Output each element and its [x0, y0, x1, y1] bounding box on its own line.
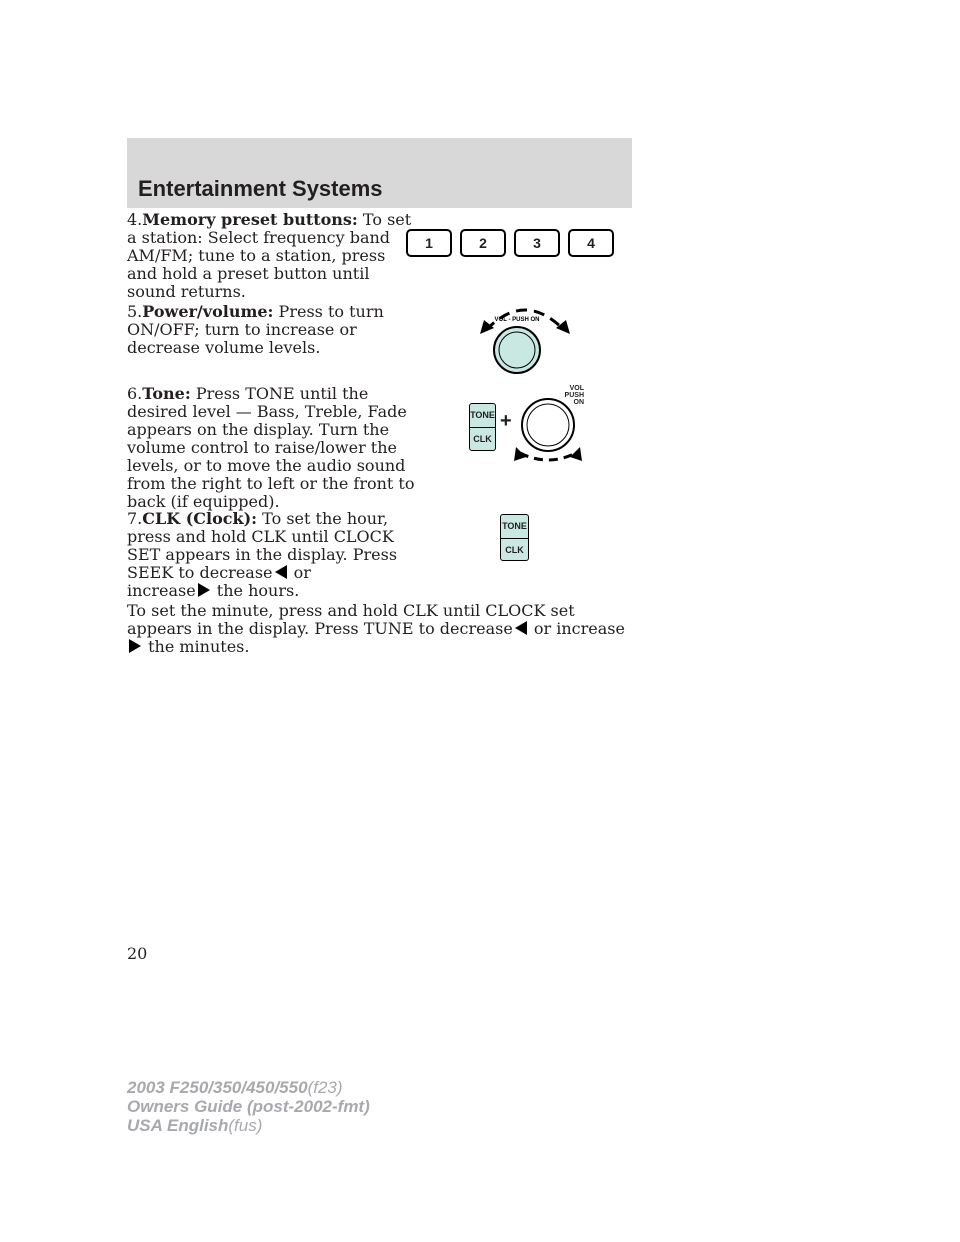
item-heading: Memory preset buttons: — [142, 210, 358, 229]
footer-line-3: USA English(fus) — [127, 1116, 263, 1135]
seek-decrease-icon — [275, 565, 287, 579]
clk-label: CLK — [473, 434, 492, 444]
volume-knob-illustration — [470, 292, 580, 382]
clk-button[interactable] — [500, 514, 529, 561]
item-text: To set a station: Select frequency band AM/FM; tune to a station, press and hold a preset button until sound returns. — [127, 210, 412, 301]
preset-button-1[interactable]: 1 — [406, 229, 452, 257]
arrow-right-icon — [570, 447, 582, 461]
item-text: Press TONE until the desired level — Bass, Treble, Fade appears on the display. Turn the volume control to raise/lower the levels, or to move the audio sound from the right to left or the front to back (if equipped). — [127, 384, 415, 511]
item-heading: CLK (Clock): — [142, 509, 258, 528]
tune-decrease-icon — [515, 621, 527, 635]
volume-knob — [522, 399, 574, 451]
tune-increase-icon — [129, 639, 141, 653]
rotate-arc-icon — [520, 453, 576, 460]
tone-clk-button[interactable] — [469, 403, 496, 451]
item-number: 5. — [127, 302, 143, 321]
preset-button-4[interactable]: 4 — [568, 229, 614, 257]
page-number: 20 — [127, 944, 148, 963]
item-text: To set the hour, press and hold CLK until CLOCK SET appears in the display. Press SEEK to decrease — [127, 509, 398, 582]
power-volume-paragraph — [127, 303, 417, 357]
memory-preset-paragraph — [127, 211, 417, 301]
item-heading: Tone: — [142, 384, 191, 403]
footer-line-2: Owners Guide (post-2002-fmt) — [127, 1097, 370, 1116]
arrow-left-icon — [480, 320, 494, 334]
section-header — [127, 138, 632, 208]
item-heading: Power/volume: — [142, 302, 274, 321]
volume-knob — [494, 327, 540, 373]
preset-button-2[interactable]: 2 — [460, 229, 506, 257]
plus-sign: + — [500, 410, 512, 432]
item-number: 6. — [127, 384, 143, 403]
tone-label: TONE — [501, 515, 528, 539]
item-number: 4. — [127, 210, 143, 229]
tone-paragraph — [127, 385, 417, 511]
seek-increase-icon — [198, 583, 210, 597]
vol-push-on-label: VOL - PUSH ON — [494, 317, 540, 323]
clk-label: CLK — [505, 545, 524, 555]
tone-label: TONE — [470, 404, 495, 428]
preset-button-3[interactable]: 3 — [514, 229, 560, 257]
item-number: 7. — [127, 509, 143, 528]
footer-line-1: 2003 F250/350/450/550(f23) — [127, 1078, 343, 1097]
footer — [127, 1078, 370, 1135]
item-text: Press to turn ON/OFF; turn to increase or decrease volume levels. — [127, 302, 384, 357]
arrow-right-icon — [556, 320, 570, 334]
minute-paragraph: To set the minute, press and hold CLK until CLOCK set appears in the display. Press TUNE to decrease or increase the minutes. — [127, 601, 625, 656]
vol-push-on-label: VOL PUSH ON — [564, 385, 584, 406]
clock-paragraph: 7.CLK (Clock): To set the hour, press and hold CLK until CLOCK SET appears in the display. Press SEEK to decrease or increase the hours. — [127, 509, 398, 600]
section-title: Entertainment Systems — [138, 176, 383, 201]
